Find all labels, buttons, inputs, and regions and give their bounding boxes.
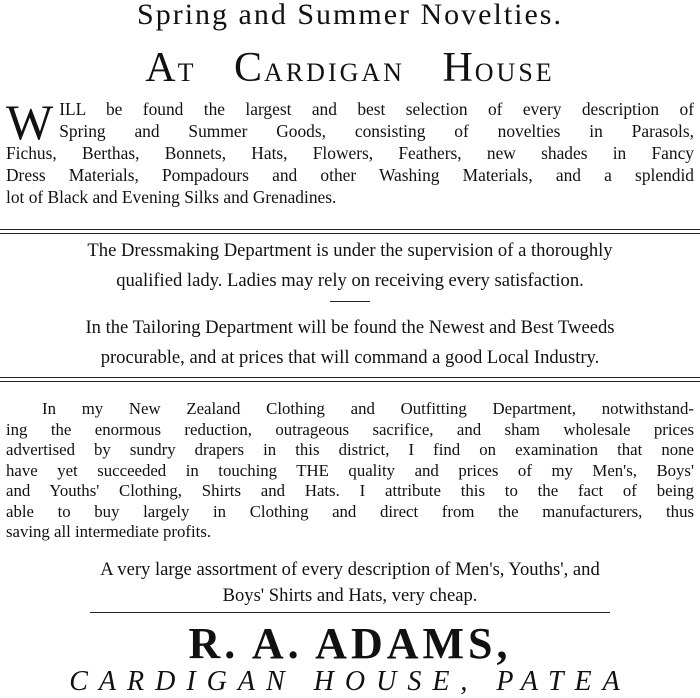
clothing-paragraph [6, 399, 694, 543]
notice-line: procurable, and at prices that will command a good Local Industry. [100, 347, 600, 368]
dressmaking-notice [6, 236, 694, 296]
advert-headline: Spring and Summer Novelties. [137, 0, 563, 31]
merchant-name: R. A. ADAMS, [188, 619, 512, 668]
drop-cap: W [6, 94, 54, 150]
title-cardigan-initial: C [234, 45, 265, 91]
clothing-line: advertised by sundry drapers in this district, I find on examination that none [6, 440, 694, 459]
title-cardigan-rest: ARDIGAN [264, 58, 405, 87]
title-at-rest: T [177, 58, 197, 87]
assortment-line: Boys' Shirts and Hats, very cheap. [222, 585, 478, 606]
notice-line: qualified lady. Ladies may rely on receiving every satisfaction. [116, 270, 584, 291]
divider [0, 381, 700, 382]
title-house-initial: H [442, 45, 475, 91]
divider [0, 377, 700, 378]
tailoring-notice [6, 313, 694, 373]
intro-paragraph [6, 94, 694, 208]
title-house-rest: OUSE [474, 58, 555, 87]
intro-line: lot of Black and Evening Silks and Grenadines. [6, 187, 337, 207]
intro-line: Dress Materials, Pompadours and other Washing Materials, and a splendid [6, 165, 694, 185]
intro-line: Fichus, Berthas, Bonnets, Hats, Flowers, Feathers, new shades in Fancy [6, 143, 694, 163]
intro-line: ILL be found the largest and best selection of every description of [59, 99, 694, 119]
intro-line: Spring and Summer Goods, consisting of novelties in Parasols, [59, 121, 694, 141]
clothing-line: able to buy largely in Clothing and direct from the manufacturers, thus [6, 501, 694, 521]
clothing-line: In my New Zealand Clothing and Outfitting Department, notwithstand- [42, 399, 694, 418]
divider [90, 612, 610, 613]
assortment-line: A very large assortment of every description of Men's, Youths', and [100, 559, 600, 580]
clothing-line: ing the enormous reduction, outrageous sacrifice, and sham wholesale prices [6, 419, 694, 439]
clothing-line: saving all intermediate profits. [6, 522, 212, 541]
store-title [0, 44, 700, 92]
divider [0, 233, 700, 234]
assortment-paragraph [6, 557, 694, 609]
divider [0, 229, 700, 230]
short-divider [330, 301, 370, 302]
merchant-address: CARDIGAN HOUSE, PATEA [69, 666, 631, 697]
notice-line: The Dressmaking Department is under the supervision of a thoroughly [87, 240, 613, 261]
clothing-line: have yet succeeded in touching THE quality and prices of my Men's, Boys' [6, 460, 694, 480]
notice-line: In the Tailoring Department will be found the Newest and Best Tweeds [85, 317, 615, 338]
clothing-line: and Youths' Clothing, Shirts and Hats. I attribute this to the fact of being [6, 481, 694, 500]
title-at-initial: A [145, 45, 178, 91]
